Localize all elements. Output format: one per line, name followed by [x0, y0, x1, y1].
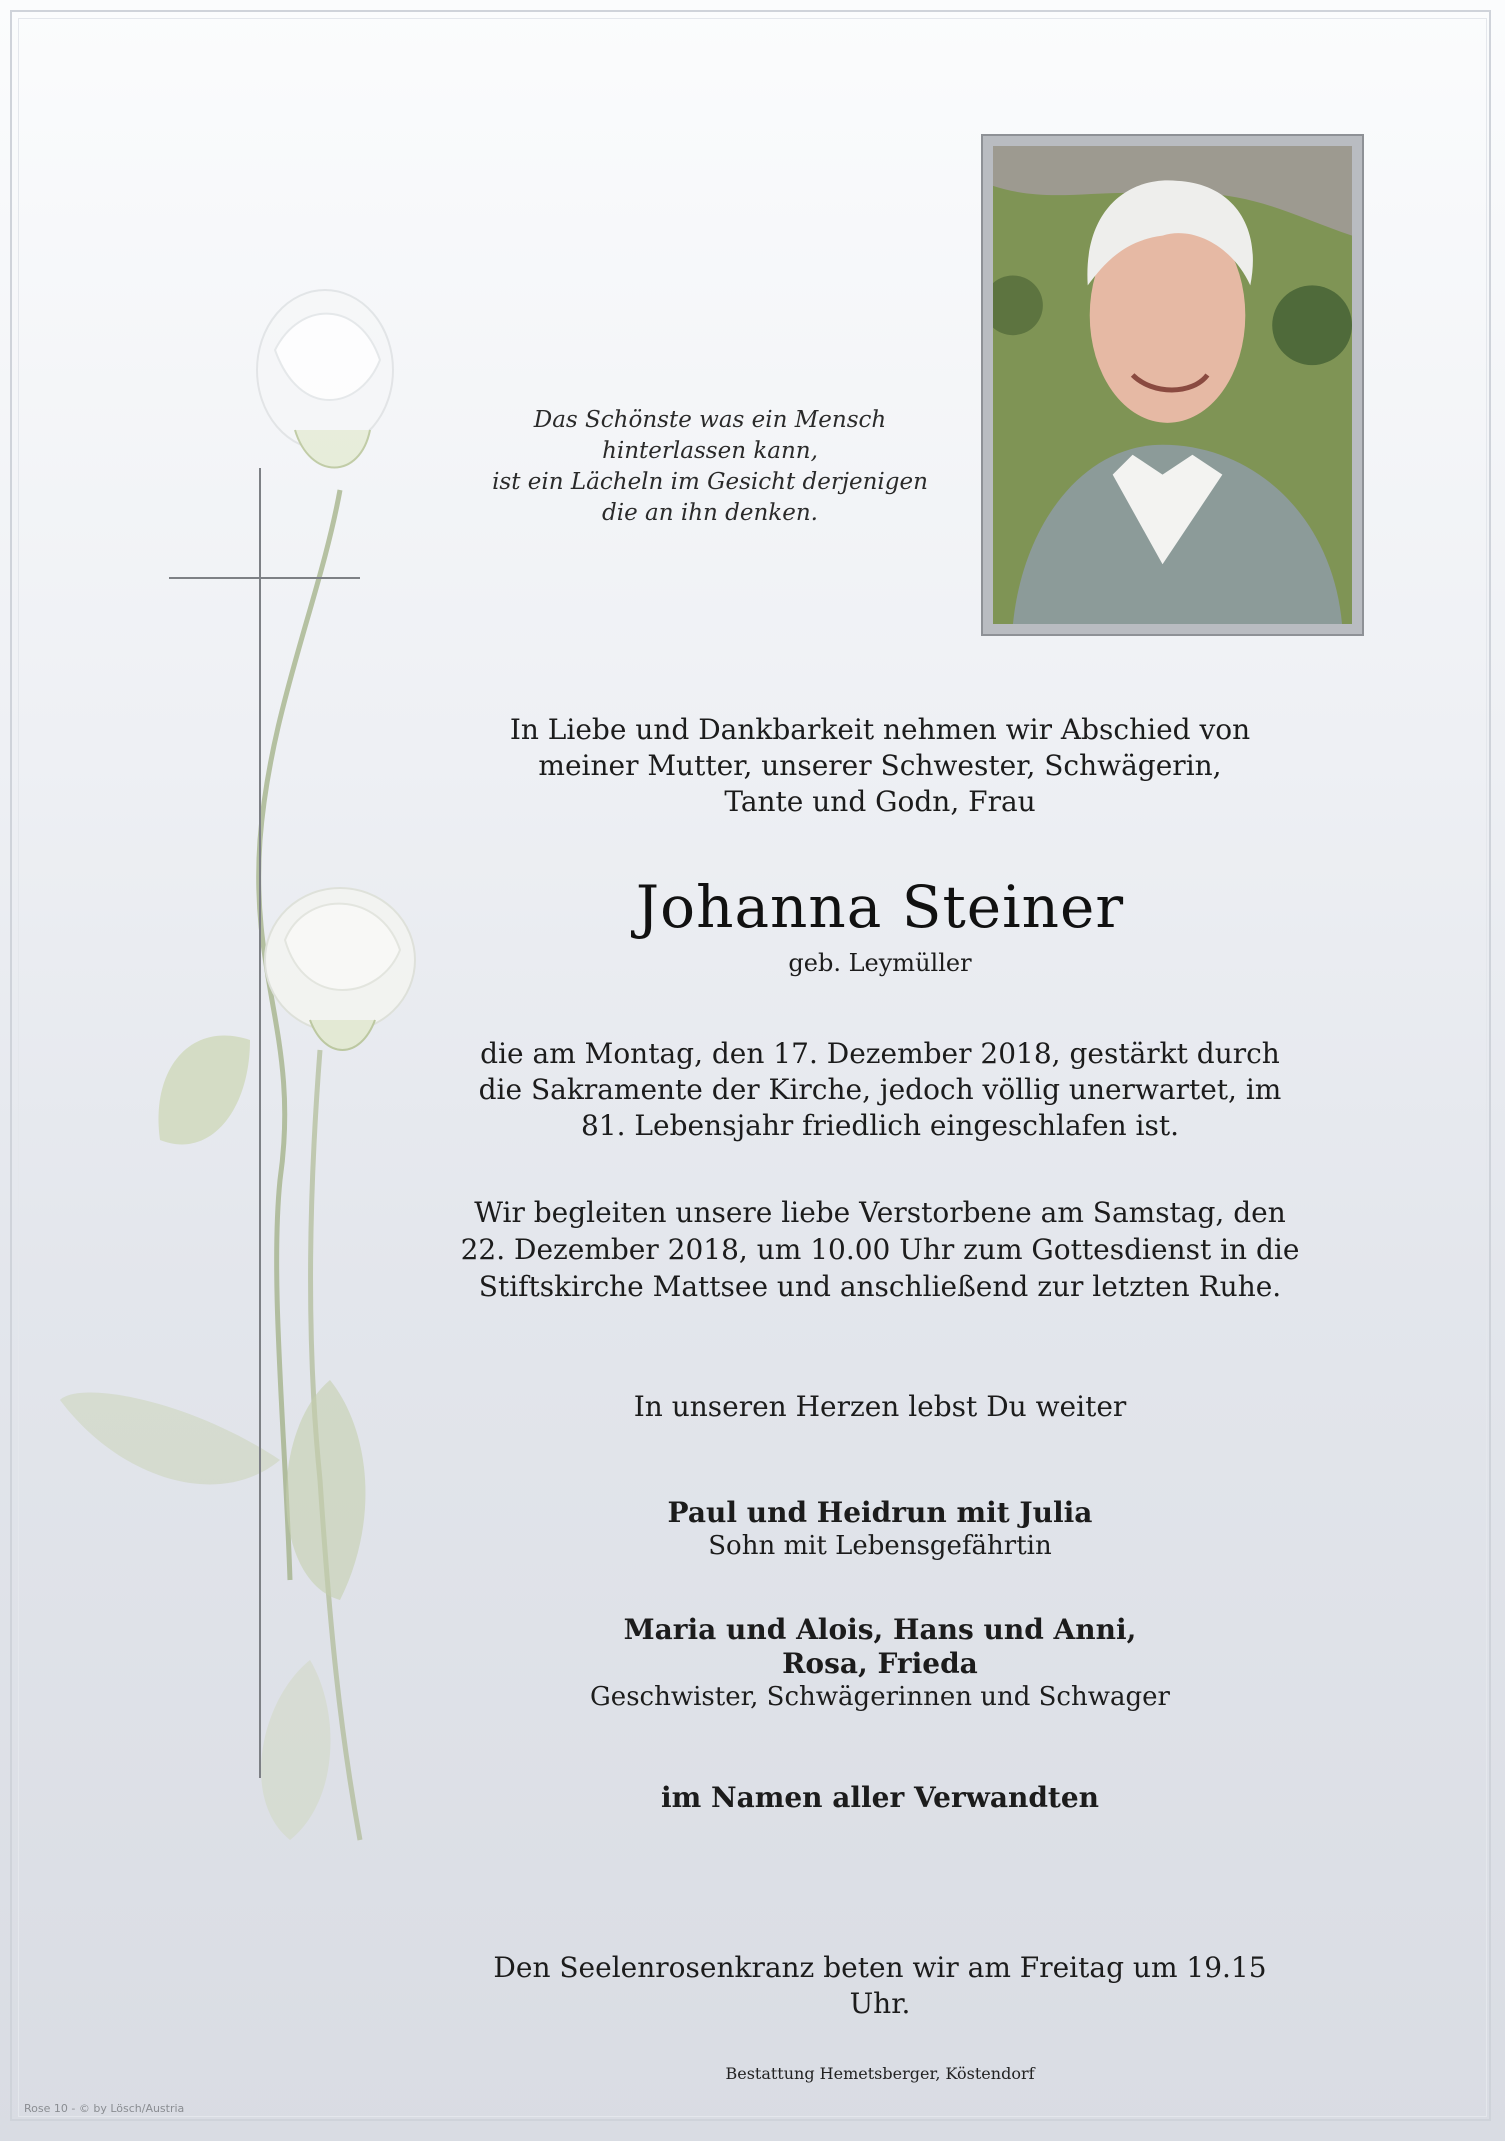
death-notice-line: die Sakramente der Kirche, jedoch völlig unerwartet, im	[478, 1073, 1282, 1106]
quote-line: Das Schönste was ein Mensch	[533, 407, 887, 433]
deceased-name: Johanna Steiner	[635, 873, 1125, 941]
death-notice-line: 81. Lebensjahr friedlich eingeschlafen ist.	[580, 1109, 1180, 1142]
mourner-group	[460, 1613, 1300, 1713]
memorial-quote	[450, 405, 970, 529]
quote-line: hinterlassen kann,	[602, 438, 818, 464]
maiden-name: geb. Leymüller	[788, 949, 972, 977]
quote-line: ist ein Lächeln im Gesicht derjenigen	[492, 469, 928, 495]
burial-notice	[460, 1194, 1300, 1305]
cross-icon	[165, 468, 365, 1778]
mourner-relation: Sohn mit Lebensgefährtin	[708, 1531, 1052, 1561]
death-notice	[460, 1036, 1300, 1144]
remembrance-line: In unseren Herzen lebst Du weiter	[633, 1390, 1127, 1423]
undertaker-credit: Bestattung Hemetsberger, Köstendorf	[725, 2064, 1035, 2083]
mourner-relation: Geschwister, Schwägerinnen und Schwager	[590, 1682, 1170, 1712]
portrait-photo	[993, 146, 1352, 624]
mourner-names: Paul und Heidrun mit Julia	[667, 1496, 1093, 1529]
quote-line: die an ihn denken.	[602, 500, 818, 526]
mourner-group	[460, 1496, 1300, 1562]
mourner-names: Maria und Alois, Hans und Anni,	[623, 1613, 1137, 1646]
intro-line: meiner Mutter, unserer Schwester, Schwägerin,	[538, 749, 1222, 782]
burial-notice-line: Stiftskirche Mattsee und anschließend zur letzten Ruhe.	[478, 1270, 1282, 1303]
intro-line: In Liebe und Dankbarkeit nehmen wir Abschied von	[509, 713, 1251, 746]
portrait-frame	[981, 134, 1364, 636]
rose-bloom-upper	[257, 290, 393, 468]
farewell-intro	[460, 712, 1300, 820]
intro-line: Tante und Godn, Frau	[724, 785, 1036, 818]
design-credit: Rose 10 - © by Lösch/Austria	[24, 2102, 185, 2115]
rosary-notice: Den Seelenrosenkranz beten wir am Freitag um 19.15 Uhr.	[493, 1951, 1267, 2020]
mourner-names: Rosa, Frieda	[782, 1647, 978, 1680]
burial-notice-line: Wir begleiten unsere liebe Verstorbene am Samstag, den	[474, 1196, 1286, 1229]
all-relatives-line: im Namen aller Verwandten	[660, 1781, 1100, 1814]
burial-notice-line: 22. Dezember 2018, um 10.00 Uhr zum Gottesdienst in die	[460, 1233, 1300, 1266]
death-notice-line: die am Montag, den 17. Dezember 2018, gestärkt durch	[480, 1037, 1280, 1070]
